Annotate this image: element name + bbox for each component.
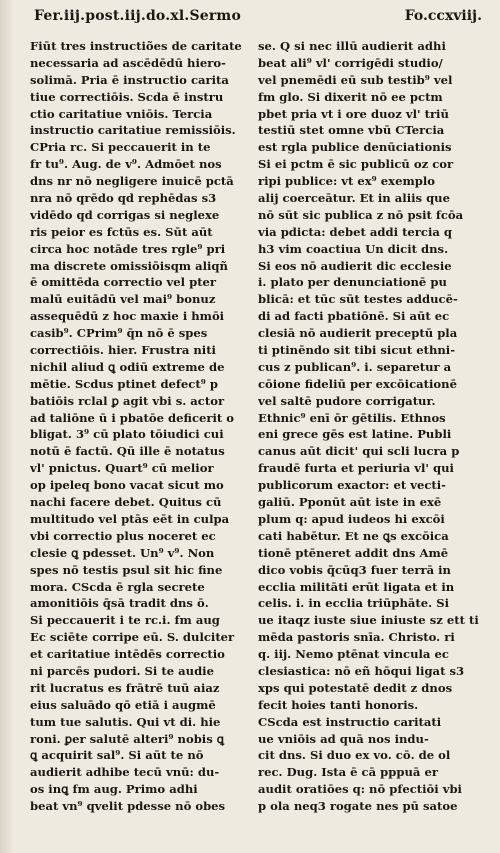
text-line: i. plato per denunciationē pu [258,275,447,290]
text-line: op ipeleq bono vacat sicut mo [30,478,224,493]
text-line: fr tu⁹. Aug. de v⁹. Admōet nos [30,157,222,172]
text-line: clesiā nō audierit preceptū pla [258,326,458,341]
text-line: necessaria ad ascēdēdū hiero- [30,55,226,70]
text-line: vel pnemēdi eū sub testib⁹ vel [258,72,453,87]
text-line: audierit adhibe tecū vnū: du- [30,765,220,780]
text-line: cit dns. Si duo ex vo. cō. de ol [258,748,451,763]
text-line: tiue correctiōis. Scda ē instru [30,89,224,104]
text-line: ripi publice: vt ex⁹ exemplo [258,174,435,189]
text-line: testiū stet omne vbū CTercia [258,123,445,138]
text-line: notū ē factū. Qū ille ē notatus [30,444,225,459]
text-line: Si peccauerit i te rc.i. fm aug [30,613,220,628]
text-line: ris peior es fctūs es. Sūt aūt [30,224,213,239]
text-line: eni grece gēs est latine. Publi [258,427,452,442]
text-line: nō sūt sic publica z nō psit fcōa [258,207,464,222]
text-line: beat ali⁹ vl' corrigēdi studio/ [258,55,443,70]
text-line: assequēdū z hoc maxie i hmōi [30,309,225,324]
text-line: vbi correctio plus noceret ec [30,528,216,543]
text-line: mora. CScda ē rgla secrete [30,579,205,594]
text-line: canus aūt dicit' qui scli lucra p [258,444,460,459]
text-line: publicorum exactor: et vecti- [258,478,446,493]
text-line: Si eos nō audierit dic ecclesie [258,258,452,273]
text-line: h3 vim coactiua Un dicit dns. [258,241,449,256]
text-line: q. iij. Nemo ptēnat vincula ec [258,647,449,662]
running-title: Fer.iij.post.iij.do.xl.Sermo [34,8,241,24]
text-line: rit lucratus es frātrē tuū aiaz [30,680,220,695]
text-line: alij coerceātur. Et in aliis que [258,191,450,206]
text-line: ecclia militāti erūt ligata et in [258,579,455,594]
text-line: bligat. 3⁹ cū plato tōiudici cui [30,427,224,442]
text-line: cōione fideliū per excōicationē [258,376,457,391]
folio-number: Fo.ccxviij. [404,8,482,24]
text-line: malū euitādū vel mai⁹ bonuz [30,292,216,307]
text-line: vel saltē pudore corrigatur. [258,393,436,408]
text-line: ma discrete omissiōisqm aliqñ [30,258,228,273]
text-line: cus z publican⁹. i. separetur a [258,359,452,374]
text-line: eius saluādo qō etiā i augmē [30,697,216,712]
text-line: CScda est instructio caritati [258,714,442,729]
text-line: ue itaqz iuste siue iniuste sz ett ti [258,613,479,628]
text-line: clesie ꝗ pdesset. Un⁹ v⁹. Non [30,545,215,560]
text-line: multitudo vel ptās eēt in culpa [30,511,230,526]
text-line: Si ei pctm ē sic publicū oz cor [258,157,454,172]
right-text-column [258,38,482,815]
running-header [0,4,500,32]
text-line: spes nō testis psul sit hic fine [30,562,223,577]
text-line: celis. i. in ecclia triūphāte. Si [258,596,449,611]
text-line: rec. Dug. Ista ē cā pppuā er [258,765,438,780]
text-line: nra nō qrēdo qd rephēdas s3 [30,191,217,206]
text-line: tum tue salutis. Qui vt di. hie [30,714,221,729]
left-text-column [30,38,248,815]
text-line: pbet pria vt i ore duoz vl' triū [258,106,449,121]
text-line: ad taliōne ū i pbatōe deficerit o [30,410,235,425]
text-line: casib⁹. CPrim⁹ q̄n nō ē spes [30,326,208,341]
text-line: Fiūt tres instructiões de caritate [30,39,242,53]
text-line: beat vn⁹ qvelit pdesse nō obes [30,799,226,814]
text-line: Ec sciēte corripe eū. S. dulciter [30,630,235,645]
page-binding-shadow [0,0,14,853]
text-line: tionē ptēneret addit dns Amē [258,545,449,560]
text-line: Ethnic⁹ enī ōr gētilis. Ethnos [258,410,446,425]
text-line: nichil aliud ꝗ odiū extreme de [30,359,225,374]
text-line: vl' pnictus. Quart⁹ cū melior [30,461,214,476]
text-line: ti ptinēndo sit tibi sicut ethni- [258,343,456,358]
text-line: fm glo. Si dixerit nō ee pctm [258,89,443,104]
text-line: fecit hoies tanti honoris. [258,697,419,712]
text-line: batiōis rclal ꝑ agit vbi s. actor [30,393,225,408]
text-line: instructio caritatiue remissiōis. [30,123,236,138]
text-line: correctiōis. hier. Frustra niti [30,343,216,358]
text-line: nachi facere debet. Quitus cū [30,495,222,510]
text-line: se. Q si nec illū audierit adhi [258,39,446,53]
text-line: dns nr nō negligere inuicē pctā [30,174,234,189]
text-line: solimā. Pria ē instructio carita [30,72,229,87]
text-line: plum q: apud iudeos hi excōi [258,511,445,526]
text-line: circa hoc notāde tres rgle⁹ pri [30,241,226,256]
text-line: cati habētur. Et ne ꝗs excōica [258,528,449,543]
text-line: et caritatiue intēdēs correctio [30,647,225,662]
text-line: ē omittēda correctio vel pter [30,275,217,290]
text-line: xps qui potestatē dedit z dnos [258,680,453,695]
text-line: galiū. Pponūt aūt iste in exē [258,495,442,510]
text-line: est rgla publice denūciationis [258,140,452,155]
text-line: ue vniōis ad quā nos indu- [258,731,429,746]
text-line: ꝗ acquirit sal⁹. Si aūt te nō [30,748,204,763]
text-line: roni. ꝑer salutē alteri⁹ nobis ꝗ [30,731,225,746]
text-line: amonitiōis q̄sā tradit dns ō. [30,596,209,611]
text-line: fraudē furta et periuria vl' qui [258,461,454,476]
text-line: via pdicta: debet addi tercia q [258,224,453,239]
text-line: blicā: et tūc sūt testes adducē- [258,292,458,307]
text-line: mēda pastoris snīa. Christo. ri [258,630,455,645]
text-line: ctio caritatiue vniōis. Tercia [30,106,213,121]
text-line: clesiastica: nō eñ hōqui ligat s3 [258,663,465,678]
text-line: os inꝗ fm aug. Primo adhi [30,782,198,797]
text-line: p ola neq3 rogate nes pū satoe [258,799,458,814]
text-line: di ad facti pbatiōnē. Si aūt ec [258,309,450,324]
text-line: ni parcēs pudori. Si te audie [30,663,214,678]
text-line: CPria rc. Si peccauerit in te [30,140,211,155]
text-line: mētie. Scdus ptinet defect⁹ p [30,376,218,391]
text-line: audit oratiōes q: nō pfectiōi vbi [258,782,462,797]
text-line: vidēdo qd corrigas si neglexe [30,207,220,222]
text-line: dico vobis q̄cūq3 fuer terrā in [258,562,451,577]
